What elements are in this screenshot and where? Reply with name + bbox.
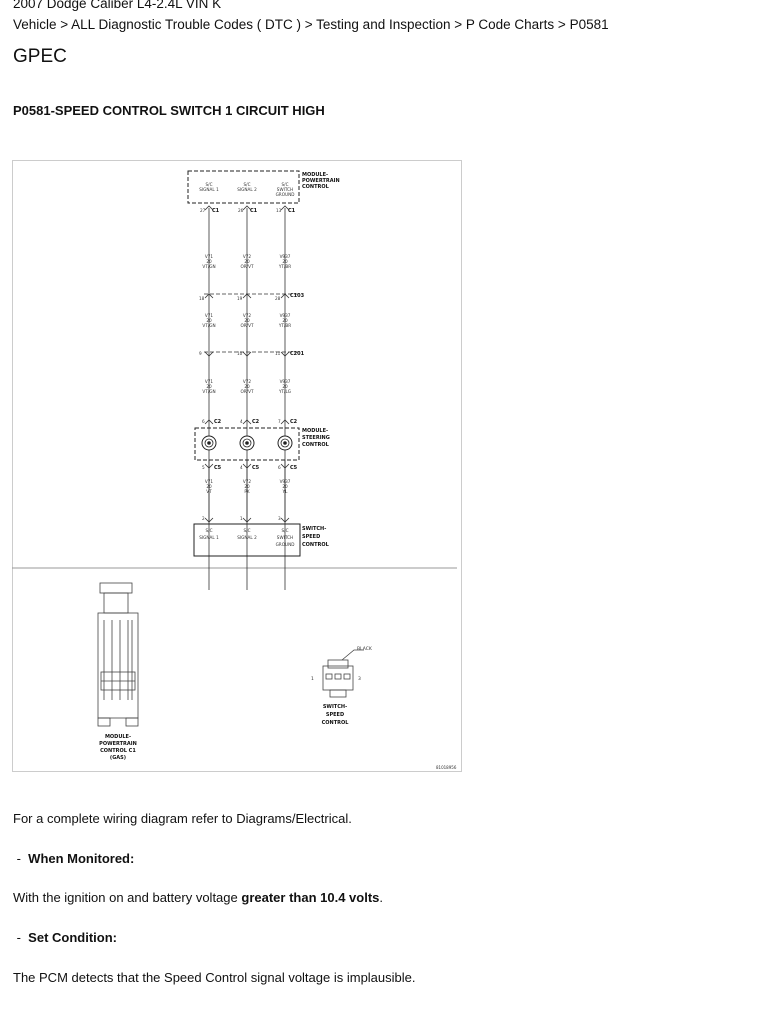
- connector-c5-label: C5: [214, 465, 222, 471]
- scm-label-line: STEERING: [302, 435, 330, 441]
- pcm-connector-label-line: CONTROL C1: [100, 748, 136, 754]
- wire-label: 20: [244, 384, 250, 389]
- connector-c1-label: C1: [250, 208, 258, 214]
- pcm-circuit-label: SIGNAL 2: [237, 187, 257, 192]
- wire-label: 20: [244, 318, 250, 323]
- scm-label-line: MODULE-: [302, 428, 329, 434]
- wire-label: PK: [244, 489, 250, 494]
- switch-label-line: SPEED: [302, 534, 321, 540]
- wire-label: VT/GN: [202, 323, 216, 328]
- wire-label: V71: [204, 379, 214, 384]
- pcm-pin: 27: [200, 208, 206, 213]
- wire-label: VT/GN: [202, 264, 216, 269]
- pcm-circuit-label: S/C: [243, 182, 251, 187]
- switch-circuit-label: SWITCH: [276, 535, 294, 540]
- connector-c5-label: C5: [290, 465, 298, 471]
- c201-pin: 11: [275, 351, 281, 356]
- switch-label-line: SWITCH-: [302, 526, 327, 532]
- wire-label: OR/VT: [240, 389, 254, 394]
- switch-pin: 1: [240, 516, 243, 521]
- wire-label: 20: [282, 259, 288, 264]
- breadcrumb[interactable]: Vehicle > ALL Diagnostic Trouble Codes ( DTC ) > Testing and Inspection > P Code Charts > P0581: [13, 17, 609, 32]
- switch-circuit-label: S/C: [243, 528, 251, 533]
- connector-c201-label: C201: [290, 351, 305, 357]
- wire-label: YT/BR: [278, 264, 292, 269]
- wiring-diagram: [12, 160, 462, 772]
- wire-label: 20: [206, 259, 212, 264]
- wire-label: YT/LG: [278, 389, 292, 394]
- voltage-threshold: greater than 10.4 volts: [241, 890, 380, 905]
- switch-circuit-label: GROUND: [275, 542, 295, 547]
- wire-label: V72: [242, 479, 252, 484]
- switch-pin: 2: [202, 516, 205, 521]
- wire-label: 20: [206, 384, 212, 389]
- switch-connector-label-line: SPEED: [325, 712, 345, 718]
- wire-label: 20: [282, 384, 288, 389]
- c103-pin: 19: [237, 296, 243, 301]
- pcm-connector-label-line: POWERTRAIN: [99, 741, 137, 747]
- when-monitored-label: When Monitored:: [28, 851, 135, 866]
- scm-label-line: CONTROL: [302, 442, 329, 448]
- wire-label: V937: [279, 313, 291, 318]
- wire-label: YL: [282, 489, 288, 494]
- c103-pin: 18: [199, 296, 205, 301]
- c2-pin: 7: [278, 419, 281, 424]
- connector-c1-label: C1: [288, 208, 296, 214]
- black-label: BLACK: [357, 647, 372, 652]
- connector-c1-label: C1: [212, 208, 220, 214]
- wire-label: YT/BR: [278, 323, 292, 328]
- wire-label: 20: [282, 318, 288, 323]
- wire-label: V937: [279, 479, 291, 484]
- c103-pin: 28: [275, 296, 281, 301]
- connector-c5-label: C5: [252, 465, 260, 471]
- section-title: GPEC: [13, 46, 67, 67]
- switch-pin-right: 3: [358, 677, 361, 682]
- wire-label: 20: [206, 484, 212, 489]
- c201-pin: 10: [237, 351, 243, 356]
- c5-pin: 4: [240, 465, 243, 470]
- switch-connector-label-line: CONTROL: [321, 720, 349, 726]
- c5-pin: 6: [278, 465, 281, 470]
- wire-label: 20: [244, 259, 250, 264]
- wire-label: V71: [204, 479, 214, 484]
- wire-label: V71: [204, 254, 214, 259]
- switch-circuit-label: S/C: [281, 528, 289, 533]
- wire-label: V72: [242, 313, 252, 318]
- switch-circuit-label: SIGNAL 1: [199, 535, 219, 540]
- c201-pin: 9: [199, 351, 202, 356]
- wire-label: V937: [279, 379, 291, 384]
- wire-label: V72: [242, 254, 252, 259]
- switch-pin: 3: [278, 516, 281, 521]
- c2-pin: 6: [202, 419, 205, 424]
- wiring-reference: For a complete wiring diagram refer to Diagrams/Electrical.: [13, 811, 352, 826]
- pcm-circuit-label: S/C: [205, 182, 213, 187]
- switch-connector-label-line: SWITCH-: [322, 704, 348, 710]
- wire-label: V72: [242, 379, 252, 384]
- switch-label-line: CONTROL: [302, 542, 329, 548]
- set-condition-label: Set Condition:: [28, 930, 117, 945]
- connector-c103-label: C103: [290, 293, 305, 299]
- connector-c2-label: C2: [252, 419, 260, 425]
- pcm-label-line: CONTROL: [302, 184, 329, 190]
- when-monitored-heading: - When Monitored:: [13, 851, 135, 866]
- pcm-label-line: MODULE-: [302, 172, 329, 178]
- figure-id: 81018956: [436, 765, 457, 770]
- pcm-pin: 26: [238, 208, 244, 213]
- connector-c2-label: C2: [214, 419, 222, 425]
- switch-pin-left: 1: [311, 677, 314, 682]
- pcm-connector-label-line: MODULE-: [104, 734, 132, 740]
- when-monitored-text: With the ignition on and battery voltage greater than 10.4 volts.: [13, 890, 383, 905]
- wire-label: 20: [244, 484, 250, 489]
- pcm-circuit-label: S/C: [281, 182, 289, 187]
- wire-label: OR/VT: [240, 323, 254, 328]
- pcm-circuit-label: SWITCH: [276, 187, 294, 192]
- wire-label: V71: [204, 313, 214, 318]
- pcm-pin: 13: [276, 208, 282, 213]
- wire-label: 20: [282, 484, 288, 489]
- c5-pin: 5: [202, 465, 205, 470]
- set-condition-heading: - Set Condition:: [13, 930, 117, 945]
- switch-circuit-label: SIGNAL 2: [237, 535, 257, 540]
- wire-label: V937: [279, 254, 291, 259]
- c2-pin: 4: [240, 419, 243, 424]
- vehicle-title: 2007 Dodge Caliber L4-2.4L VIN K: [13, 0, 222, 11]
- wire-label: VT: [206, 489, 212, 494]
- switch-circuit-label: S/C: [205, 528, 213, 533]
- pcm-connector-label-line: (GAS): [109, 755, 127, 761]
- pcm-circuit-label: GROUND: [275, 192, 295, 197]
- wire-label: OR/VT: [240, 264, 254, 269]
- set-condition-text: The PCM detects that the Speed Control signal voltage is implausible.: [13, 970, 416, 985]
- dtc-title: P0581-SPEED CONTROL SWITCH 1 CIRCUIT HIGH: [13, 103, 325, 118]
- pcm-label-line: POWERTRAIN: [302, 178, 340, 184]
- pcm-circuit-label: SIGNAL 1: [199, 187, 219, 192]
- wire-label: VT/GN: [202, 389, 216, 394]
- wire-label: 20: [206, 318, 212, 323]
- connector-c2-label: C2: [290, 419, 298, 425]
